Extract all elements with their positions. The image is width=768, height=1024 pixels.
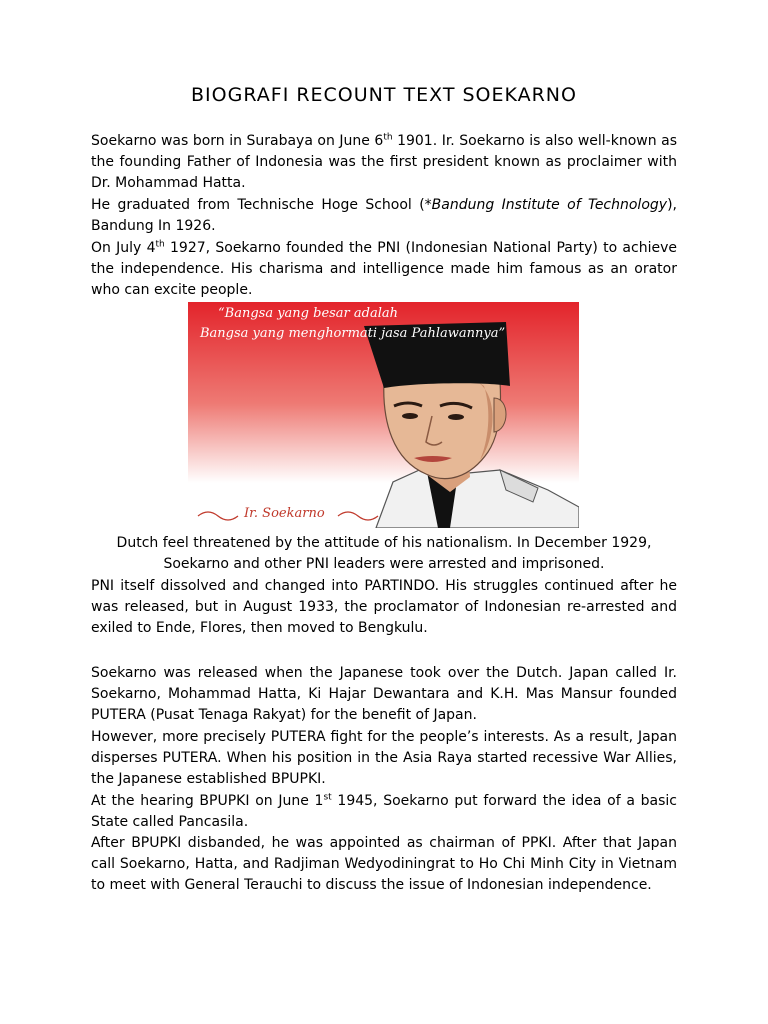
- text-run: Soekarno was born in Surabaya on June 6: [91, 133, 384, 149]
- text-run: On July 4: [91, 240, 156, 256]
- quote-line-2: Bangsa yang menghormati jasa Pahlawannya”: [200, 326, 506, 341]
- superscript: th: [383, 132, 393, 143]
- eye-left: [402, 413, 418, 419]
- text-run: At the hearing BPUPKI on June 1: [91, 793, 324, 809]
- paragraph-putera: However, more precisely PUTERA fight for the people’s interests. As a result, Japan disperses PUTERA. When his position in the Asia Raya started recessive War Allies, the Japanese established BPUPKI.: [91, 729, 677, 787]
- paragraph-birth: [91, 131, 677, 194]
- paragraph-education: [91, 195, 677, 237]
- paragraph-ppki: After BPUPKI disbanded, he was appointed as chairman of PPKI. After that Japan call Soekarno, Hatta, and Radjiman Wedyodiningrat to Ho Chi Minh City in Vietnam to meet with General Terauchi to discuss the issue of Indonesian independence.: [91, 835, 677, 893]
- text-run: 1927, Soekarno founded the PNI (Indonesian National Party) to achieve the independence. His charisma and intelligence made him famous as an orator who can excite people.: [91, 240, 677, 298]
- soekarno-portrait-figure: [188, 302, 579, 528]
- signature-text: Ir. Soekarno: [244, 506, 325, 521]
- text-run: He graduated from Technische Hoge School (*: [91, 197, 432, 213]
- quote-line-1: “Bangsa yang besar adalah: [218, 306, 399, 321]
- italic-text: Bandung Institute of Technology: [431, 197, 668, 213]
- superscript: th: [155, 239, 165, 250]
- text-run: 1901. Ir. Soekarno is also well-known as the founding Father of Indonesia was the first president known as proclaimer with Dr. Mohammad Hatta.: [91, 133, 677, 191]
- paragraph-pancasila: [91, 791, 677, 833]
- superscript: st: [323, 792, 332, 803]
- document-title: BIOGRAFI RECOUNT TEXT SOEKARNO: [191, 84, 577, 106]
- eye-right: [448, 414, 464, 420]
- paragraph-arrest: Dutch feel threatened by the attitude of his nationalism. In December 1929, Soekarno and other PNI leaders were arrested and imprisoned.: [116, 535, 652, 572]
- paragraph-partindo: PNI itself dissolved and changed into PARTINDO. His struggles continued after he was released, but in August 1933, the proclamator of Indonesian re-arrested and exiled to Ende, Flores, then moved to Bengkulu.: [91, 578, 677, 636]
- text-run: 1945, Soekarno put forward the idea of a basic State called Pancasila.: [91, 793, 677, 830]
- text-run: ), Bandung In 1926.: [91, 197, 677, 234]
- paragraph-japanese: Soekarno was released when the Japanese took over the Dutch. Japan called Ir. Soekarno, Mohammad Hatta, Ki Hajar Dewantara and K.H. Mas Mansur founded PUTERA (Pusat Tenaga Rakyat) for the benefit of Japan.: [91, 665, 677, 723]
- paragraph-pni: [91, 238, 677, 301]
